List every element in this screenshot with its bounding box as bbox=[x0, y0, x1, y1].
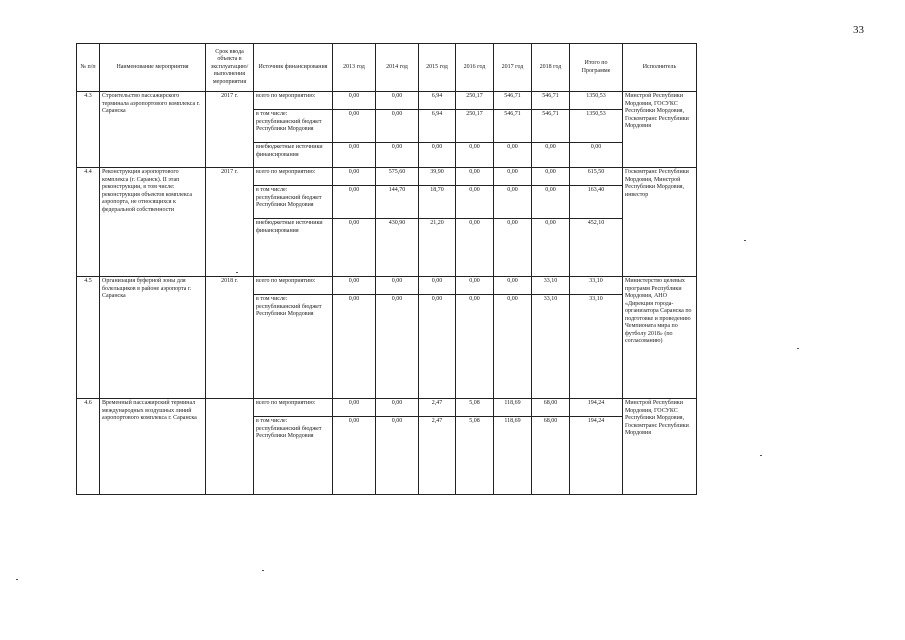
term: 2017 г. bbox=[206, 92, 254, 168]
value-cell: 0,00 bbox=[376, 143, 419, 168]
total-cell: 194,24 bbox=[570, 417, 623, 495]
value-cell: 144,70 bbox=[376, 186, 419, 219]
page-number: 33 bbox=[853, 24, 864, 36]
value-cell: 0,00 bbox=[333, 417, 376, 495]
header-row bbox=[77, 44, 697, 92]
value-cell: 0,00 bbox=[333, 92, 376, 110]
value-cell: 0,00 bbox=[494, 168, 532, 186]
value-cell: 6,94 bbox=[419, 92, 456, 110]
value-cell: 0,00 bbox=[456, 168, 494, 186]
scan-speck bbox=[262, 570, 264, 571]
source: всего по мероприятию: bbox=[254, 168, 333, 186]
executor: Госкомтранс Республики Мордовия, Минстрой Республики Мордовия, инвестор bbox=[623, 168, 697, 277]
value-cell: 0,00 bbox=[333, 143, 376, 168]
value-cell: 575,60 bbox=[376, 168, 419, 186]
executor: Министерство целевых программ Республики Мордовия, АНО «Дирекция города-организатора Саранска по подготовке и проведению Чемпионата мира по футболу 2018» (по согласованию) bbox=[623, 277, 697, 399]
value-cell: 0,00 bbox=[532, 143, 570, 168]
source: в том числе: республиканский бюджет Республики Мордовия bbox=[254, 295, 333, 399]
value-cell: 2,47 bbox=[419, 417, 456, 495]
activity-name: Строительство пассажирского терминала аэропортового комплекса г. Саранска bbox=[100, 92, 206, 168]
source: внебюджетные источники финансирования bbox=[254, 219, 333, 277]
value-cell: 0,00 bbox=[456, 219, 494, 277]
activity-name: Временный пассажирский терминал международных воздушных линий аэропортового комплекса г. Саранска bbox=[100, 399, 206, 495]
value-cell: 0,00 bbox=[532, 168, 570, 186]
value-cell: 546,71 bbox=[494, 92, 532, 110]
scan-speck bbox=[797, 348, 799, 349]
value-cell: 0,00 bbox=[494, 186, 532, 219]
total-cell: 163,40 bbox=[570, 186, 623, 219]
value-cell: 68,00 bbox=[532, 399, 570, 417]
scan-speck bbox=[236, 272, 238, 273]
value-cell: 0,00 bbox=[532, 219, 570, 277]
value-cell: 39,90 bbox=[419, 168, 456, 186]
total-cell: 194,24 bbox=[570, 399, 623, 417]
value-cell: 0,00 bbox=[333, 219, 376, 277]
value-cell: 6,94 bbox=[419, 110, 456, 143]
row-number: 4.6 bbox=[77, 399, 100, 495]
value-cell: 18,70 bbox=[419, 186, 456, 219]
value-cell: 0,00 bbox=[456, 277, 494, 295]
value-cell: 2,47 bbox=[419, 399, 456, 417]
source: в том числе: республиканский бюджет Республики Мордовия bbox=[254, 186, 333, 219]
value-cell: 0,00 bbox=[376, 92, 419, 110]
value-cell: 546,71 bbox=[532, 92, 570, 110]
value-cell: 5,08 bbox=[456, 399, 494, 417]
source: в том числе: республиканский бюджет Республики Мордовия bbox=[254, 110, 333, 143]
value-cell: 0,00 bbox=[456, 295, 494, 399]
value-cell: 0,00 bbox=[419, 295, 456, 399]
value-cell: 0,00 bbox=[376, 295, 419, 399]
total-cell: 0,00 bbox=[570, 143, 623, 168]
activity-name: Реконструкция аэропортового комплекса (г. Саранск). II этап реконструкции, в том числе: реконструкция объектов комплекса аэропорта, не относящихся к федеральной собственности bbox=[100, 168, 206, 277]
value-cell: 0,00 bbox=[532, 186, 570, 219]
header-cell: 2015 год bbox=[419, 44, 456, 92]
program-table bbox=[76, 43, 697, 495]
term: 2017 г. bbox=[206, 168, 254, 277]
value-cell: 0,00 bbox=[456, 186, 494, 219]
term bbox=[206, 399, 254, 495]
value-cell: 250,17 bbox=[456, 110, 494, 143]
total-cell: 33,10 bbox=[570, 277, 623, 295]
value-cell: 0,00 bbox=[419, 277, 456, 295]
header-cell: Итого по Программе bbox=[570, 44, 623, 92]
value-cell: 546,71 bbox=[494, 110, 532, 143]
header-cell: 2013 год bbox=[333, 44, 376, 92]
source: всего по мероприятию: bbox=[254, 92, 333, 110]
header-cell: 2017 год bbox=[494, 44, 532, 92]
value-cell: 0,00 bbox=[376, 399, 419, 417]
header-cell: Наименование мероприятия bbox=[100, 44, 206, 92]
row-number: 4.3 bbox=[77, 92, 100, 168]
table-row bbox=[77, 399, 697, 417]
value-cell: 5,08 bbox=[456, 417, 494, 495]
header-cell: № п/п bbox=[77, 44, 100, 92]
total-cell: 33,10 bbox=[570, 295, 623, 399]
value-cell: 0,00 bbox=[494, 143, 532, 168]
value-cell: 250,17 bbox=[456, 92, 494, 110]
value-cell: 0,00 bbox=[419, 143, 456, 168]
header-cell: Источник финансирования bbox=[254, 44, 333, 92]
table-row bbox=[77, 92, 697, 110]
value-cell: 0,00 bbox=[456, 143, 494, 168]
scan-speck bbox=[760, 455, 762, 456]
scan-speck bbox=[744, 240, 746, 241]
total-cell: 1350,53 bbox=[570, 110, 623, 143]
executor: Минстрой Республики Мордовия, ГОСУКС Республики Мордовия, Госкомтранс Республики Мордовия bbox=[623, 92, 697, 168]
scan-speck bbox=[16, 579, 18, 580]
value-cell: 0,00 bbox=[333, 295, 376, 399]
value-cell: 0,00 bbox=[333, 110, 376, 143]
value-cell: 0,00 bbox=[376, 277, 419, 295]
value-cell: 118,69 bbox=[494, 399, 532, 417]
term: 2018 г. bbox=[206, 277, 254, 399]
row-number: 4.4 bbox=[77, 168, 100, 277]
total-cell: 452,10 bbox=[570, 219, 623, 277]
value-cell: 0,00 bbox=[333, 277, 376, 295]
value-cell: 21,20 bbox=[419, 219, 456, 277]
value-cell: 0,00 bbox=[376, 110, 419, 143]
row-number: 4.5 bbox=[77, 277, 100, 399]
activity-name: Организация буферной зоны для болельщиков в районе аэропорта г. Саранска bbox=[100, 277, 206, 399]
value-cell: 430,90 bbox=[376, 219, 419, 277]
total-cell: 615,50 bbox=[570, 168, 623, 186]
value-cell: 0,00 bbox=[376, 417, 419, 495]
value-cell: 0,00 bbox=[494, 277, 532, 295]
table-row bbox=[77, 277, 697, 295]
value-cell: 68,00 bbox=[532, 417, 570, 495]
source: всего по мероприятию: bbox=[254, 277, 333, 295]
table-row bbox=[77, 168, 697, 186]
header-cell: Исполнитель bbox=[623, 44, 697, 92]
executor: Минстрой Республики Мордовия, ГОСУКС Республики Мордовия, Госкомтранс Республики Мордовия bbox=[623, 399, 697, 495]
value-cell: 0,00 bbox=[333, 399, 376, 417]
total-cell: 1350,53 bbox=[570, 92, 623, 110]
value-cell: 0,00 bbox=[494, 295, 532, 399]
value-cell: 33,10 bbox=[532, 277, 570, 295]
source: всего по мероприятию: bbox=[254, 399, 333, 417]
value-cell: 118,69 bbox=[494, 417, 532, 495]
header-cell: 2014 год bbox=[376, 44, 419, 92]
header-cell: 2016 год bbox=[456, 44, 494, 92]
value-cell: 0,00 bbox=[333, 186, 376, 219]
value-cell: 546,71 bbox=[532, 110, 570, 143]
value-cell: 0,00 bbox=[333, 168, 376, 186]
header-cell: 2018 год bbox=[532, 44, 570, 92]
source: внебюджетные источники финансирования bbox=[254, 143, 333, 168]
source: в том числе: республиканский бюджет Республики Мордовия bbox=[254, 417, 333, 495]
value-cell: 0,00 bbox=[494, 219, 532, 277]
header-cell: Срок ввода объекта в эксплуатацию/ выполнения мероприятия bbox=[206, 44, 254, 92]
value-cell: 33,10 bbox=[532, 295, 570, 399]
